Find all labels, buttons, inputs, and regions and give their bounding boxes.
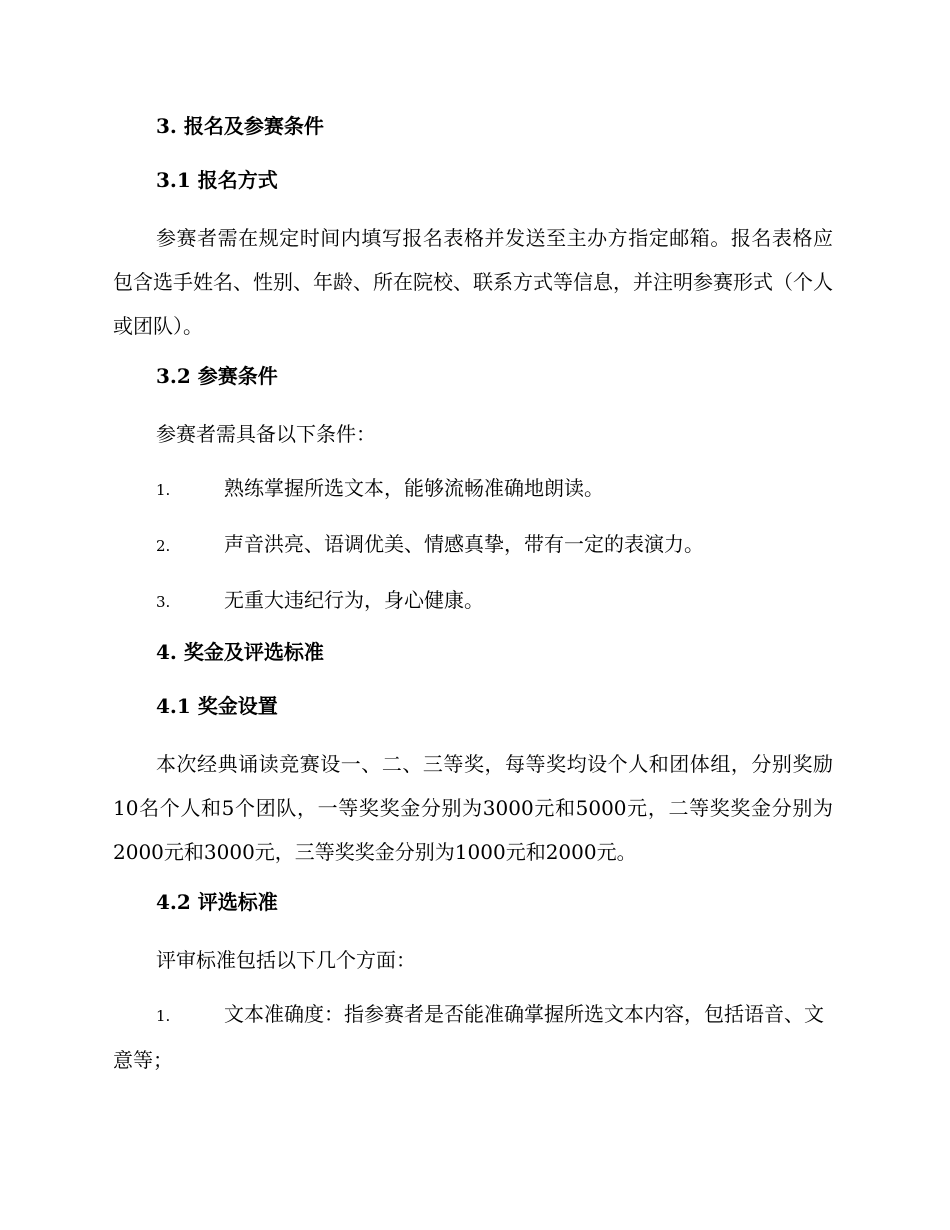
section-heading-4: 4. 奖金及评选标准 xyxy=(156,640,324,664)
list-item-text: 文本准确度：指参赛者是否能准确掌握所选文本内容，包括语音、文意等； xyxy=(113,1002,824,1072)
prize-paragraph: 本次经典诵读竞赛设一、二、三等奖，每等奖均设个人和团体组，分别奖励10名个人和5个团队，一等奖奖金分别为3000元和5000元，二等奖奖金分别为2000元和3000元，三等奖奖金分别为1000元和2000元。 xyxy=(113,752,833,864)
list-number: 2. xyxy=(156,537,171,555)
list-item-text: 无重大违纪行为，身心健康。 xyxy=(224,588,484,612)
criteria-intro: 评审标准包括以下几个方面： xyxy=(156,948,416,972)
subsection-heading-4-1: 4.1 奖金设置 xyxy=(156,694,278,718)
list-item-text: 声音洪亮、语调优美、情感真挚，带有一定的表演力。 xyxy=(224,532,704,556)
condition-item-3 xyxy=(113,578,833,624)
list-item-text: 熟练掌握所选文本，能够流畅准确地朗读。 xyxy=(224,476,604,500)
section-heading-3: 3. 报名及参赛条件 xyxy=(156,114,324,138)
list-number: 3. xyxy=(156,593,171,611)
condition-item-2 xyxy=(113,522,833,568)
document-body xyxy=(113,108,833,1092)
subsection-heading-3-1: 3.1 报名方式 xyxy=(156,168,278,192)
subsection-heading-3-2: 3.2 参赛条件 xyxy=(156,364,278,388)
condition-item-1 xyxy=(113,466,833,512)
list-number: 1. xyxy=(156,481,171,499)
list-number: 1. xyxy=(156,1007,171,1025)
criteria-item-1 xyxy=(113,992,833,1082)
conditions-intro: 参赛者需具备以下条件： xyxy=(156,422,376,446)
subsection-heading-4-2: 4.2 评选标准 xyxy=(156,890,278,914)
registration-paragraph: 参赛者需在规定时间内填写报名表格并发送至主办方指定邮箱。报名表格应包含选手姓名、性别、年龄、所在院校、联系方式等信息，并注明参赛形式（个人或团队）。 xyxy=(113,226,833,338)
